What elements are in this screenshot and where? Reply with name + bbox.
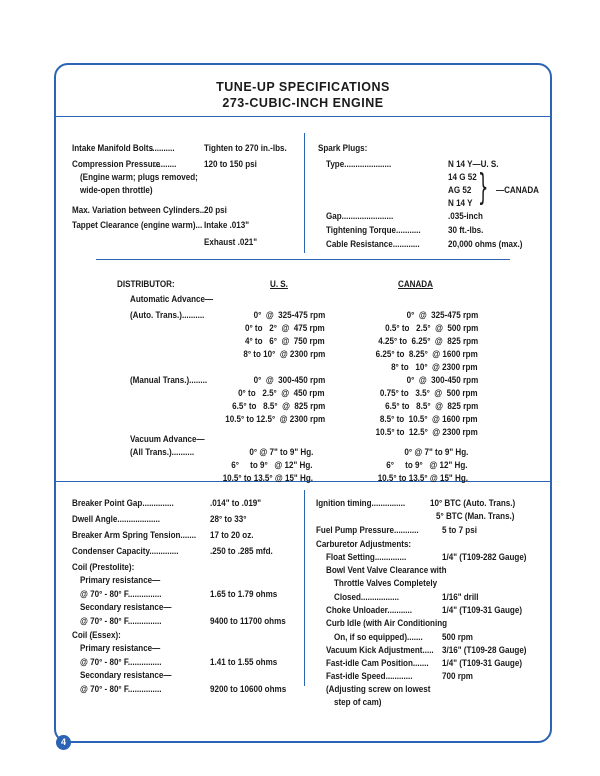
ignition-label: Ignition timing............... — [316, 497, 406, 508]
tappet-intake: Intake .013" — [204, 219, 250, 230]
essex-secondary-label: Secondary resistance— — [80, 669, 172, 680]
distributor-value-row: 6.5° to 8.5° @ 825 rpm — [384, 400, 478, 411]
tappet-exhaust: Exhaust .021" — [204, 236, 258, 247]
max-variation-value: 20 psi — [204, 204, 227, 215]
bottom-column-divider — [304, 490, 305, 686]
distributor-value-row: 0° to 2.5° @ 450 rpm — [238, 387, 325, 398]
max-variation-label: Max. Variation between Cylinders.. — [72, 204, 205, 215]
prestolite-secondary-label: Secondary resistance— — [80, 601, 172, 612]
distributor-value-row: 4.25° to 6.25° @ 825 rpm — [378, 335, 478, 346]
distributor-value-row: 6° to 9° @ 12" Hg. — [386, 459, 468, 470]
distributor-value-row: 0° @ 325-475 rpm — [253, 309, 325, 320]
all-trans-label: (All Trans.).......... — [130, 446, 195, 457]
spark-type-label: Type..................... — [326, 158, 392, 169]
distributor-value-row: 4° to 6° @ 750 rpm — [245, 335, 325, 346]
manifold-value: Tighten to 270 in.-lbs. — [204, 142, 287, 153]
distributor-value-row: 10.5° to 12.5° @ 2300 rpm — [375, 426, 478, 437]
coil-prestolite-heading: Coil (Prestolite): — [72, 561, 135, 572]
fast-idle-speed-value: 700 rpm — [442, 670, 473, 681]
float-value: 1/4" (T109-282 Gauge) — [442, 551, 527, 562]
fuel-pump-value: 5 to 7 psi — [442, 524, 477, 535]
page-title-line2: 273-CUBIC-INCH ENGINE — [222, 96, 384, 110]
fast-idle-cam-value: 1/4" (T109-31 Gauge) — [442, 657, 523, 668]
compression-label: Compression Pressure — [72, 158, 161, 169]
distributor-value-row: 0° @ 300-450 rpm — [406, 374, 478, 385]
spark-torque-value: 30 ft.-lbs. — [448, 224, 484, 235]
curb-idle-value: 500 rpm — [442, 631, 473, 642]
dwell-label: Dwell Angle................... — [72, 513, 160, 524]
tappet-label: Tappet Clearance (engine warm)... — [72, 219, 203, 230]
essex-secondary-temp: @ 70° - 80° F............... — [80, 683, 162, 694]
spring-value: 17 to 20 oz. — [210, 529, 254, 540]
adjust-note-line-2: step of cam) — [334, 696, 382, 707]
prestolite-primary-value: 1.65 to 1.79 ohms — [210, 588, 278, 599]
bowl-vent-line-2: Throttle Valves Completely — [334, 577, 438, 588]
carburetor-heading: Carburetor Adjustments: — [316, 538, 412, 549]
distributor-value-row: 10.5° to 13.5° @ 15" Hg. — [222, 472, 313, 483]
essex-primary-label: Primary resistance— — [80, 642, 161, 653]
vacuum-advance-label: Vacuum Advance— — [130, 433, 205, 444]
essex-primary-value: 1.41 to 1.55 ohms — [210, 656, 278, 667]
vacuum-kick-label: Vacuum Kick Adjustment..... — [326, 644, 434, 655]
page-number-badge: 4 — [56, 735, 71, 750]
curb-idle-line-2: On, if so equipped)....... — [334, 631, 423, 642]
distributor-heading: DISTRIBUTOR: — [117, 278, 175, 289]
spark-canada-2: AG 52 — [448, 184, 472, 195]
dwell-value: 28° to 33° — [210, 513, 247, 524]
distributor-value-row: 10.5° to 12.5° @ 2300 rpm — [225, 413, 325, 424]
ignition-manual-value: 5° BTC (Man. Trans.) — [436, 510, 515, 521]
prestolite-primary-temp: @ 70° - 80° F............... — [80, 588, 162, 599]
manual-trans-label: (Manual Trans.)........ — [130, 374, 208, 385]
compression-value: 120 to 150 psi — [204, 158, 257, 169]
coil-essex-heading: Coil (Essex): — [72, 629, 121, 640]
bowl-vent-value: 1/16" drill — [442, 591, 479, 602]
fast-idle-cam-label: Fast-idle Cam Position....... — [326, 657, 429, 668]
compression-dots: .......... — [154, 158, 177, 169]
fast-idle-speed-label: Fast-idle Speed............ — [326, 670, 413, 681]
us-column-header: U. S. — [270, 278, 288, 289]
bowl-vent-line-1: Bowl Vent Valve Clearance with — [326, 564, 447, 575]
essex-secondary-value: 9200 to 10600 ohms — [210, 683, 287, 694]
bowl-vent-line-3: Closed................. — [334, 591, 399, 602]
canada-brace: } — [478, 167, 489, 208]
spark-type-value: N 14 Y—U. S. — [448, 158, 499, 169]
spark-cable-value: 20,000 ohms (max.) — [448, 238, 523, 249]
distributor-value-row: 0° @ 325-475 rpm — [406, 309, 478, 320]
fuel-pump-label: Fuel Pump Pressure........... — [316, 524, 419, 535]
float-label: Float Setting.............. — [326, 551, 407, 562]
spark-canada-label: —CANADA — [496, 184, 539, 195]
distributor-value-row: 0.5° to 2.5° @ 500 rpm — [384, 322, 478, 333]
distributor-value-row: 10.5° to 13.5° @ 15" Hg. — [377, 472, 468, 483]
auto-advance-label: Automatic Advance— — [130, 293, 214, 304]
spark-cable-label: Cable Resistance............ — [326, 238, 420, 249]
spark-gap-value: .035-inch — [448, 210, 483, 221]
condenser-value: .250 to .285 mfd. — [210, 545, 273, 556]
distributor-value-row: 0.75° to 3.5° @ 500 rpm — [380, 387, 478, 398]
distributor-value-row: 8.5° to 10.5° @ 1600 rpm — [380, 413, 478, 424]
prestolite-primary-label: Primary resistance— — [80, 574, 161, 585]
manifold-label: Intake Manifold Bolts — [72, 142, 154, 153]
auto-trans-label: (Auto. Trans.).......... — [130, 309, 205, 320]
adjust-note-line-1: (Adjusting screw on lowest — [326, 683, 431, 694]
top-column-divider — [304, 133, 305, 253]
distributor-value-row: 0° @ 7" to 9" Hg. — [404, 446, 468, 457]
distributor-value-row: 6.25° to 8.25° @ 1600 rpm — [375, 348, 478, 359]
distributor-value-row: 8° to 10° @ 2300 rpm — [391, 361, 478, 372]
choke-value: 1/4" (T109-31 Gauge) — [442, 604, 523, 615]
compression-note-1: (Engine warm; plugs removed; — [80, 171, 198, 182]
ignition-auto-value: 10° BTC (Auto. Trans.) — [430, 497, 516, 508]
condenser-label: Condenser Capacity............. — [72, 545, 179, 556]
vacuum-kick-value: 3/16" (T109-28 Gauge) — [442, 644, 527, 655]
spring-label: Breaker Arm Spring Tension....... — [72, 529, 197, 540]
prestolite-secondary-temp: @ 70° - 80° F............... — [80, 615, 162, 626]
canada-column-header: CANADA — [398, 278, 433, 289]
distributor-top-divider — [96, 259, 510, 260]
spark-canada-3: N 14 Y — [448, 197, 473, 208]
distributor-value-row: 0° @ 7" to 9" Hg. — [249, 446, 313, 457]
distributor-value-row: 6.5° to 8.5° @ 825 rpm — [231, 400, 325, 411]
distributor-value-row: 6° to 9° @ 12" Hg. — [231, 459, 313, 470]
spark-torque-label: Tightening Torque........... — [326, 224, 421, 235]
header-divider — [56, 116, 550, 117]
distributor-value-row: 8° to 10° @ 2300 rpm — [243, 348, 325, 359]
prestolite-secondary-value: 9400 to 11700 ohms — [210, 615, 286, 626]
manifold-dots: ........... — [150, 142, 175, 153]
compression-note-2: wide-open throttle) — [80, 184, 153, 195]
page-title-line1: TUNE-UP SPECIFICATIONS — [216, 80, 390, 94]
breaker-gap-label: Breaker Point Gap.............. — [72, 497, 174, 508]
spark-gap-label: Gap....................... — [326, 210, 394, 221]
choke-label: Choke Unloader........... — [326, 604, 413, 615]
distributor-value-row: 0° to 2° @ 475 rpm — [245, 322, 325, 333]
breaker-gap-value: .014" to .019" — [210, 497, 262, 508]
curb-idle-line-1: Curb Idle (with Air Conditioning — [326, 617, 448, 628]
spark-plugs-heading: Spark Plugs: — [318, 142, 368, 153]
distributor-value-row: 0° @ 300-450 rpm — [253, 374, 325, 385]
spark-canada-1: 14 G 52 — [448, 171, 477, 182]
essex-primary-temp: @ 70° - 80° F............... — [80, 656, 162, 667]
